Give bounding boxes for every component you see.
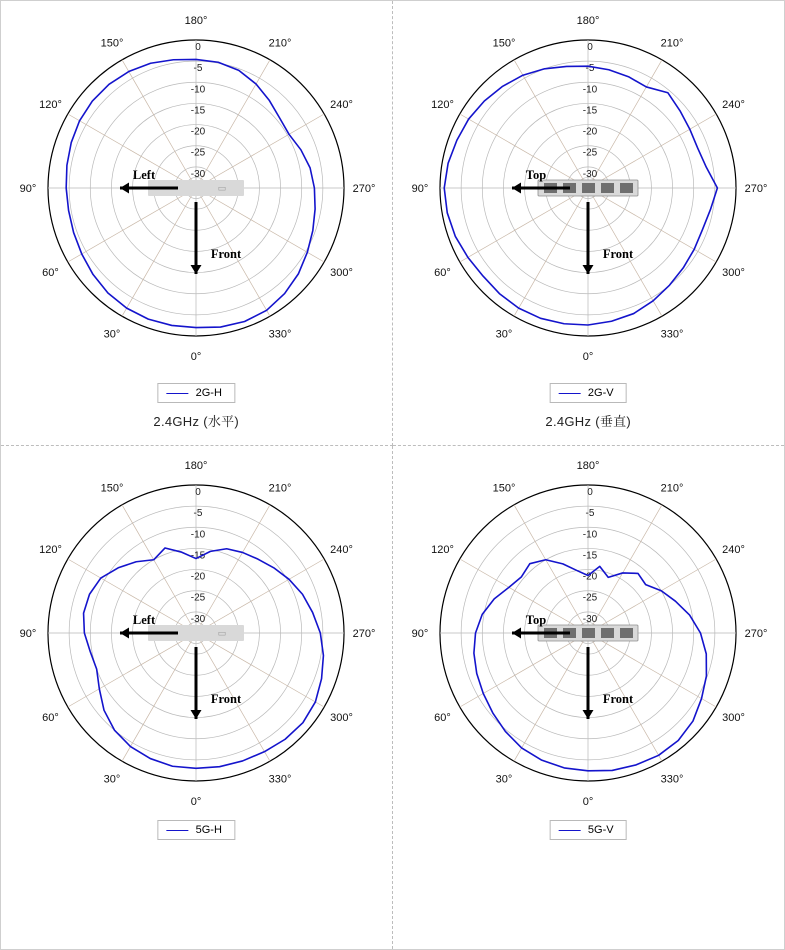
svg-text:180°: 180°: [184, 460, 208, 472]
svg-text:240°: 240°: [330, 99, 354, 111]
svg-text:300°: 300°: [722, 267, 746, 279]
svg-text:90°: 90°: [411, 628, 429, 640]
legend-swatch-icon: [167, 830, 189, 831]
svg-text:330°: 330°: [268, 328, 292, 341]
legend-label: 2G-H: [195, 387, 222, 399]
legend-5g-h: [158, 820, 235, 840]
svg-text:30°: 30°: [495, 773, 513, 786]
legend-2g-v: [550, 383, 627, 403]
svg-text:30°: 30°: [103, 773, 121, 786]
svg-text:180°: 180°: [184, 15, 208, 27]
svg-text:30°: 30°: [495, 328, 513, 341]
svg-text:Front: Front: [211, 692, 242, 706]
svg-text:0°: 0°: [190, 351, 202, 363]
svg-text:-30: -30: [191, 168, 206, 180]
svg-text:-5: -5: [193, 63, 203, 75]
polar-plot-2g-v: [393, 1, 783, 409]
legend-2g-h: [158, 383, 235, 403]
legend-label: 5G-V: [587, 824, 614, 836]
svg-text:210°: 210°: [268, 482, 292, 495]
svg-text:▭: ▭: [217, 628, 227, 638]
svg-text:150°: 150°: [100, 482, 124, 495]
svg-text:-25: -25: [191, 592, 206, 604]
svg-text:0°: 0°: [582, 796, 594, 808]
svg-text:-20: -20: [191, 126, 206, 138]
svg-text:-25: -25: [191, 147, 206, 159]
svg-text:0: 0: [587, 42, 594, 53]
svg-text:210°: 210°: [268, 37, 292, 50]
svg-text:270°: 270°: [352, 628, 376, 640]
svg-text:-5: -5: [193, 508, 203, 520]
polar-plot-5g-h: [1, 446, 391, 854]
svg-text:90°: 90°: [411, 183, 429, 195]
svg-text:0: 0: [195, 42, 202, 53]
panel-caption-2g-h: 2.4GHz (水平): [153, 414, 240, 429]
svg-text:330°: 330°: [660, 773, 684, 786]
svg-text:-10: -10: [583, 529, 598, 541]
svg-text:Front: Front: [603, 247, 634, 261]
svg-text:210°: 210°: [660, 482, 684, 495]
panel-5g-h: [1, 446, 393, 949]
svg-text:-15: -15: [583, 105, 598, 117]
legend-5g-v: [550, 820, 627, 840]
svg-text:60°: 60°: [434, 712, 452, 724]
svg-text:30°: 30°: [103, 328, 121, 341]
svg-text:300°: 300°: [722, 712, 746, 724]
svg-text:120°: 120°: [39, 99, 63, 111]
svg-text:60°: 60°: [434, 267, 452, 279]
svg-text:240°: 240°: [330, 544, 354, 556]
svg-text:330°: 330°: [268, 773, 292, 786]
svg-text:60°: 60°: [42, 267, 60, 279]
svg-text:60°: 60°: [42, 712, 60, 724]
polar-chart-svg-2g-v: [393, 1, 783, 409]
svg-text:-20: -20: [583, 126, 598, 138]
svg-text:0°: 0°: [582, 351, 594, 363]
svg-text:150°: 150°: [100, 37, 124, 50]
svg-text:Top: Top: [526, 168, 547, 182]
svg-text:Top: Top: [526, 613, 547, 627]
svg-text:-10: -10: [191, 84, 206, 96]
svg-text:240°: 240°: [722, 544, 746, 556]
panel-caption-2g-v: 2.4GHz (垂直): [545, 414, 632, 429]
svg-text:-20: -20: [583, 571, 598, 583]
svg-text:270°: 270°: [744, 628, 768, 640]
svg-text:300°: 300°: [330, 712, 354, 724]
svg-text:-30: -30: [191, 613, 206, 625]
svg-text:330°: 330°: [660, 328, 684, 341]
svg-text:-30: -30: [583, 168, 598, 180]
svg-text:▭: ▭: [217, 183, 227, 193]
svg-text:-25: -25: [583, 592, 598, 604]
svg-text:210°: 210°: [660, 37, 684, 50]
panel-2g-v: [393, 1, 785, 446]
svg-text:0°: 0°: [190, 796, 202, 808]
svg-text:270°: 270°: [352, 183, 376, 195]
svg-text:150°: 150°: [492, 37, 516, 50]
polar-plot-5g-v: [393, 446, 783, 854]
svg-text:0: 0: [587, 487, 594, 498]
legend-swatch-icon: [559, 393, 581, 394]
legend-swatch-icon: [167, 393, 189, 394]
svg-text:240°: 240°: [722, 99, 746, 111]
svg-text:120°: 120°: [431, 99, 455, 111]
svg-text:150°: 150°: [492, 482, 516, 495]
panel-5g-v: [393, 446, 785, 949]
svg-text:Left: Left: [133, 168, 156, 182]
svg-text:-15: -15: [191, 550, 206, 562]
svg-text:300°: 300°: [330, 267, 354, 279]
legend-swatch-icon: [559, 830, 581, 831]
legend-label: 2G-V: [587, 387, 614, 399]
svg-text:-10: -10: [191, 529, 206, 541]
svg-text:90°: 90°: [19, 183, 37, 195]
svg-text:-15: -15: [191, 105, 206, 117]
svg-text:120°: 120°: [431, 544, 455, 556]
polar-chart-svg-2g-h: [1, 1, 391, 409]
svg-text:-30: -30: [583, 613, 598, 625]
svg-text:90°: 90°: [19, 628, 37, 640]
svg-text:0: 0: [195, 487, 202, 498]
legend-label: 5G-H: [195, 824, 222, 836]
svg-text:-5: -5: [585, 508, 595, 520]
svg-text:-5: -5: [585, 63, 595, 75]
svg-text:Front: Front: [603, 692, 634, 706]
svg-text:-15: -15: [583, 550, 598, 562]
svg-text:Left: Left: [133, 613, 156, 627]
svg-text:120°: 120°: [39, 544, 63, 556]
svg-text:180°: 180°: [576, 15, 600, 27]
svg-text:-25: -25: [583, 147, 598, 159]
svg-text:-10: -10: [583, 84, 598, 96]
svg-text:-20: -20: [191, 571, 206, 583]
svg-text:Front: Front: [211, 247, 242, 261]
polar-plot-2g-h: [1, 1, 391, 409]
panel-2g-h: [1, 1, 393, 446]
svg-text:180°: 180°: [576, 460, 600, 472]
polar-chart-svg-5g-v: [393, 446, 783, 854]
polar-chart-svg-5g-h: [1, 446, 391, 854]
svg-text:270°: 270°: [744, 183, 768, 195]
